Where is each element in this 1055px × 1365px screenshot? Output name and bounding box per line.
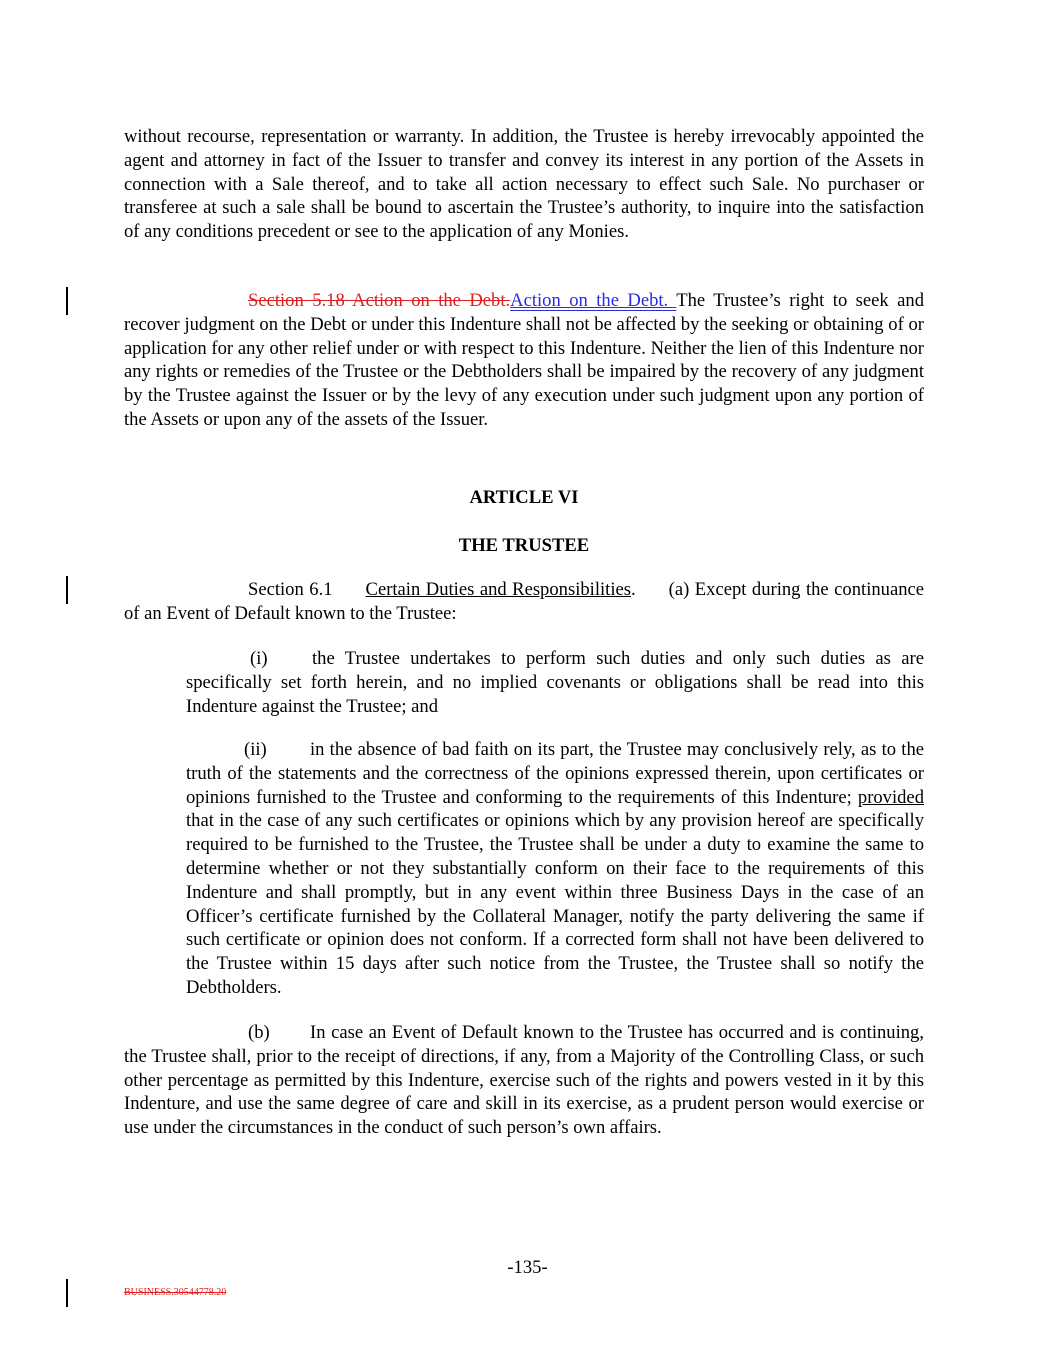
item-ii-paragraph bbox=[186, 738, 924, 1000]
item-ii-text-after: that in the case of any such certificates or opinions which by any provision hereof are specifically required to be furnished to the Trustee, the Trustee shall be under a duty to examine the same to determine whether or not they substantially conform on their face to the requirements of this Indenture and shall promptly, but in any event within three Business Days in the case of an Officer’s certificate furnished by the Collateral Manager, notify the party delivering the same if such certificate or opinion does not conform. If a corrected form shall not have been delivered to the Trustee within 15 days after such notice from the Trustee, the Trustee shall so notify the Debtholders. bbox=[186, 810, 924, 998]
article-number: ARTICLE VI bbox=[469, 487, 579, 508]
section-5-18-body: The Trustee’s right to seek and recover judgment on the Debt or under this Indenture shall not be affected by the seeking or obtaining of or application for any other relief under or with respect to this Indenture. Neither the lien of this Indenture nor any rights or remedies of the Trustee or the Debtholders shall be impaired by the recovery of any judgment by the Trustee against the Issuer or by the levy of any execution under such judgment upon any portion of the Assets or upon any of the assets of the Issuer. bbox=[124, 290, 924, 430]
item-i-paragraph bbox=[186, 647, 924, 718]
item-ii-label: (ii) bbox=[244, 739, 267, 760]
change-bar bbox=[66, 1279, 68, 1307]
change-bar bbox=[66, 576, 68, 604]
item-b-label: (b) bbox=[248, 1022, 270, 1043]
section-6-1-paragraph: Section 6.1 Certain Duties and Responsibilities. (a) Except during the continuance of an Event of Default known to the Trustee: bbox=[124, 579, 925, 624]
footer-document-id: BUSINESS.30544778.20 bbox=[124, 1287, 227, 1298]
item-i-text: the Trustee undertakes to perform such duties and only such duties as are specifically set forth herein, and no implied covenants or obligations shall be read into this Indenture against the Trustee; and bbox=[186, 648, 924, 717]
item-b-text: In case an Event of Default known to the Trustee has occurred and is continuing, the Trustee shall, prior to the receipt of directions, if any, from a Majority of the Controlling Class, or such other percentage as permitted by this Indenture, exercise such of the rights and powers vested in it by this Indenture, and use the same degree of care and skill in its exercise, as a prudent person would exercise or use under the circumstances in the conduct of such person’s own affairs. bbox=[124, 1022, 924, 1139]
item-i-label: (i) bbox=[250, 648, 268, 669]
deleted-heading: Section 5.18 Action on the Debt. bbox=[248, 290, 511, 311]
item-b-paragraph bbox=[124, 1021, 924, 1140]
section-5-18-paragraph bbox=[124, 289, 924, 432]
page-number: -135- bbox=[507, 1257, 548, 1278]
section-6-1-title: Certain Duties and Responsibilities bbox=[365, 579, 631, 600]
section-6-1-label: Section 6.1 bbox=[248, 579, 333, 600]
inserted-heading: Action on the Debt. bbox=[510, 290, 677, 311]
item-ii-text-before: in the absence of bad faith on its part, the Trustee may conclusively rely, as to the truth of the statements and the correctness of the opinions expressed therein, upon certificates or opinions furnished to the Trustee and conforming to the requirements of this Indenture; bbox=[186, 739, 924, 808]
section-6-1-sub-a: (a) Except during the continuance of an Event of Default known to the Trustee: bbox=[124, 579, 925, 624]
paragraph-recourse: without recourse, representation or warranty. In addition, the Trustee is hereby irrevocably appointed the agent and attorney in fact of the Issuer to transfer and convey its interest in any portion of the Assets in connection with a Sale thereof, and to take all action necessary to effect such Sale. No purchaser or transferee at such a sale shall be bound to ascertain the Trustee’s authority, to inquire into the satisfaction of any conditions precedent or see to the application of any Monies. bbox=[124, 126, 924, 243]
provided-term: provided bbox=[857, 786, 924, 808]
article-title: THE TRUSTEE bbox=[458, 535, 590, 556]
change-bar bbox=[66, 287, 68, 315]
